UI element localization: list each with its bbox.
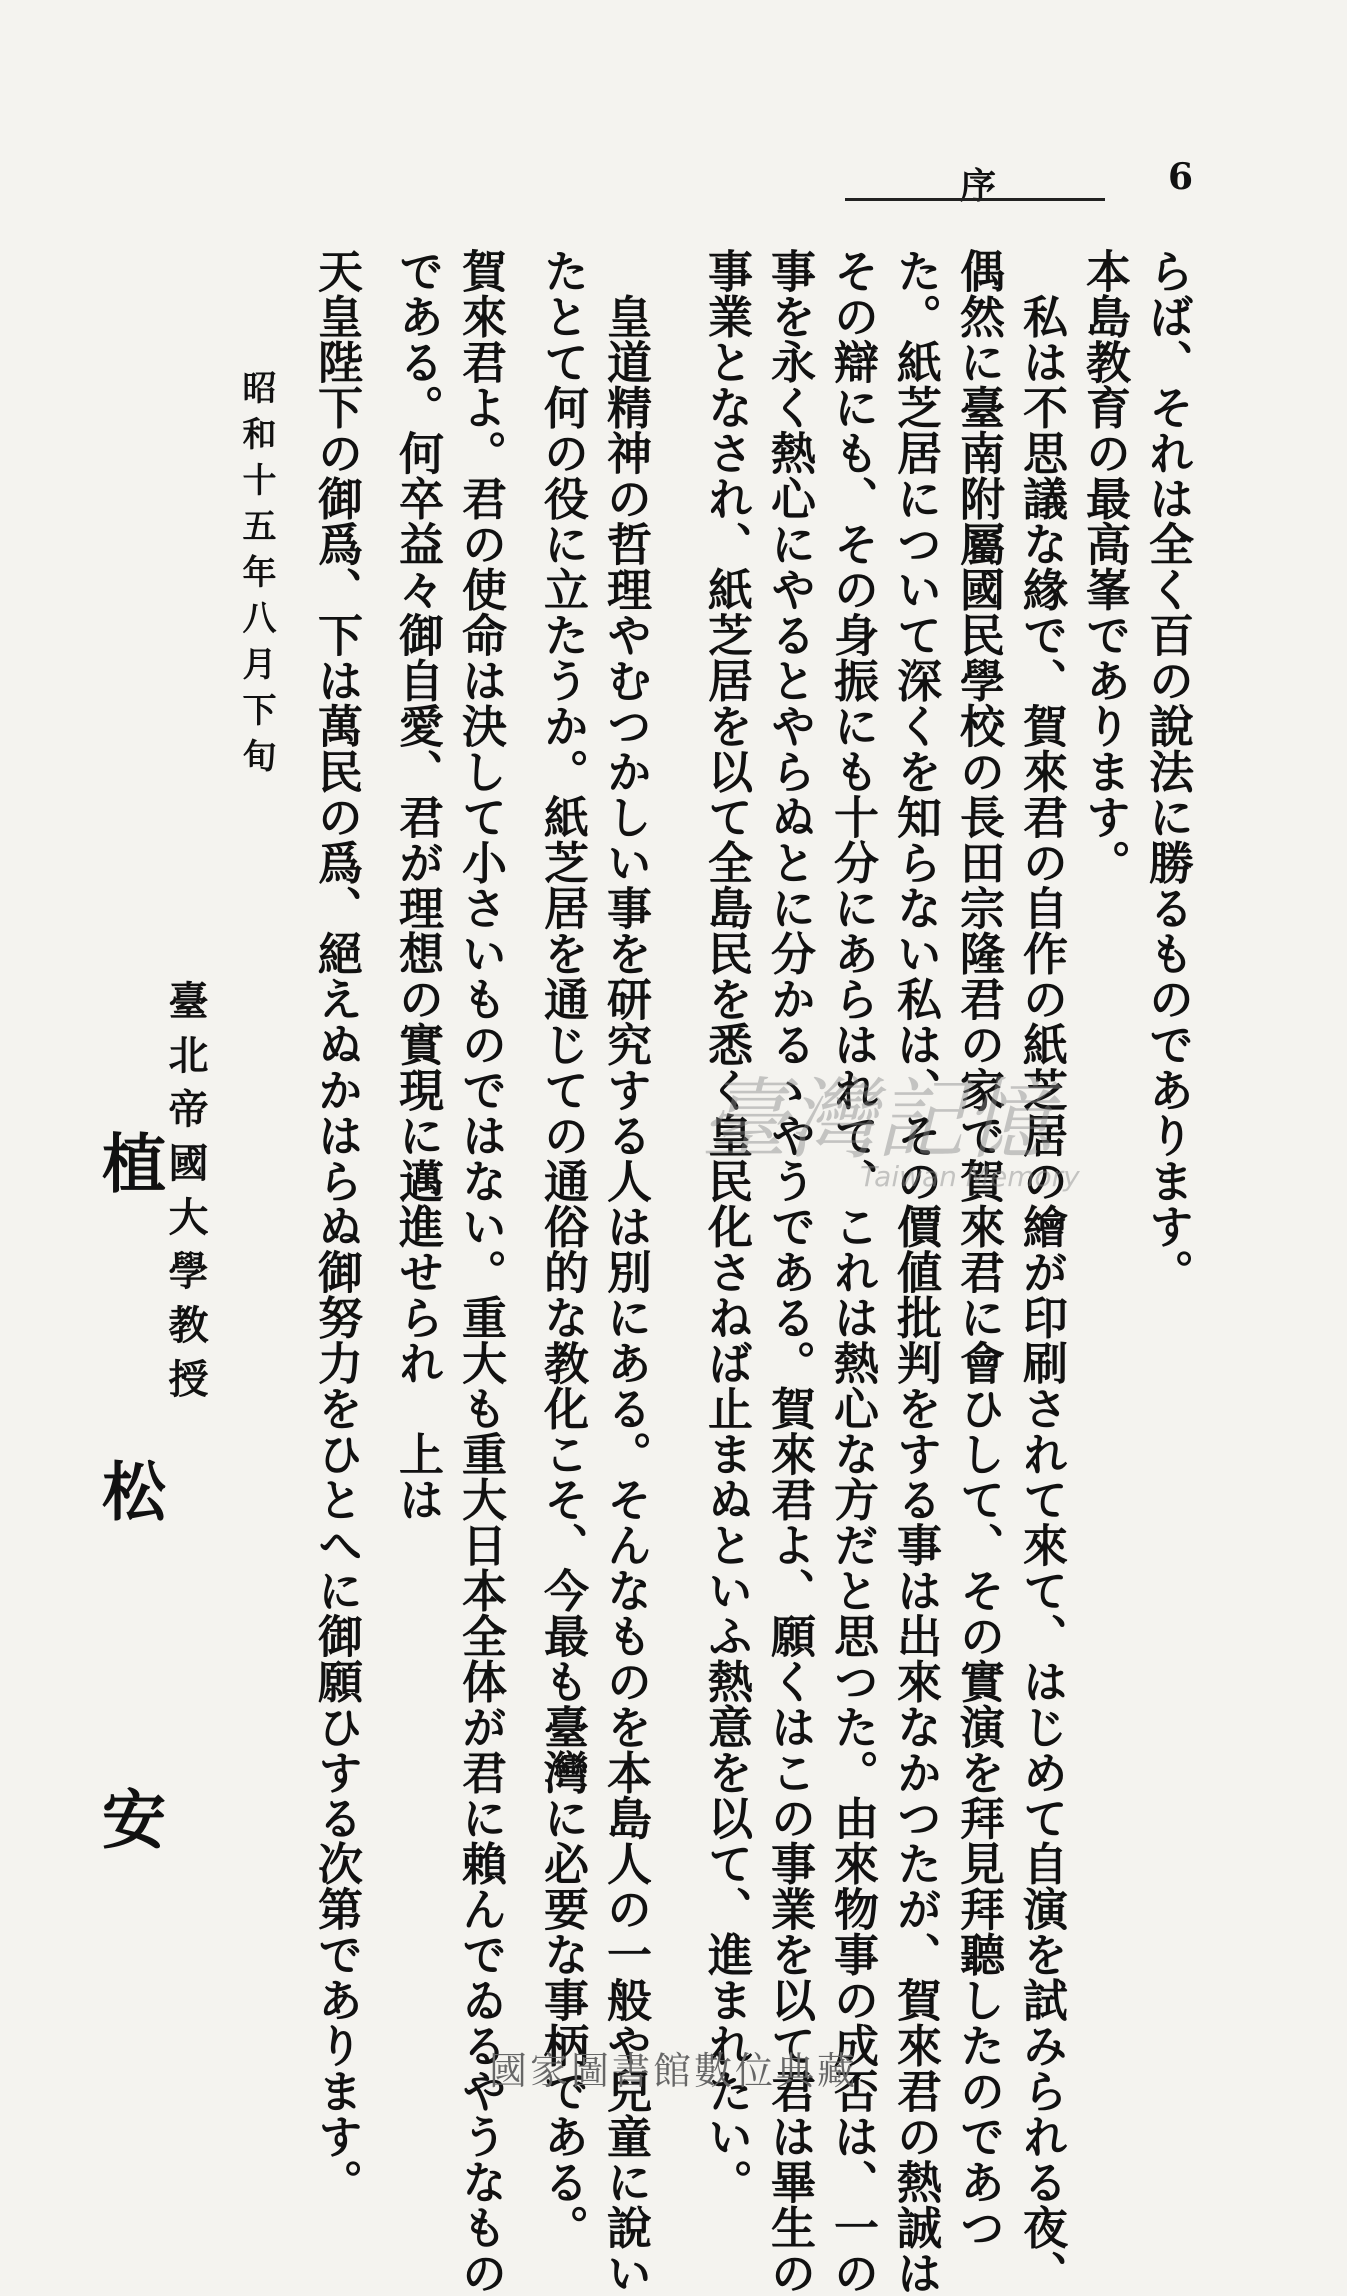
author-name-char: 植 [91, 1130, 166, 1194]
body-column-3: 私は不思議な緣で、賀來君の自作の紙芝居の繪が印刷されて來て、はじめて自演を試みられる夜、 [1015, 248, 1068, 2296]
author-name-char: 松 [91, 1458, 166, 1522]
section-title: 序 [960, 165, 997, 207]
body-column-13: 天皇陛下の御爲、下は萬民の爲、絕えぬかはらぬ御努力をひとへに御願ひする次第であります。 [310, 248, 363, 2205]
author-title: 臺北帝國大學教授 [162, 980, 208, 1412]
body-column-11: 賀來君よ。君の使命は決して小さいものではない。重大も重大日本全体が君に賴んでゐるやうなもの [454, 248, 507, 2296]
body-column-5: た。紙芝居について深くを知らない私は、その價値批判をする事は出來なかつたが、賀來君の熱誠は [889, 248, 942, 2296]
body-column-9: 皇道精神の哲理やむつかしい事を研究する人は別にある。そんなものを本島人の一般や兒童に說い [599, 248, 652, 2296]
body-column-6: その辯にも、その身振にも十分にあらはれて、これは熱心な方だと思つた。由來物事の成否は、一の [826, 248, 879, 2296]
author-name [82, 1130, 174, 1850]
body-column-2: 本島教育の最高峯であります。 [1078, 248, 1131, 885]
date-line: 昭和十五年八月下旬 [236, 370, 276, 784]
watermark-sub-text: Taiwan Memory [860, 1160, 1080, 1193]
author-name-char: 安 [91, 1786, 166, 1850]
body-column-8: 事業となされ、紙芝居を以て全島民を悉く皇民化さねば止まぬといふ熱意を以て、進まれたい。 [700, 248, 753, 2205]
body-column-12: である。何卒益々御自愛、君が理想の實現に邁進せられ 上は [391, 248, 444, 1522]
body-column-7: 事を永く熱心にやるとやらぬとに分かるゝやうである。賀來君よ、願くはこの事業を以て君は畢生の [763, 248, 816, 2296]
footer-caption: 國家圖書館數位典藏 [488, 2049, 858, 2093]
page-number: 6 [1168, 156, 1194, 198]
body-column-10: たとて何の役に立たうか。紙芝居を通じての通俗的な教化こそ、今最も臺灣に必要な事柄である。 [536, 248, 589, 2250]
body-column-1: らば、それは全く百の說法に勝るものであります。 [1141, 248, 1194, 1295]
header-rule [845, 198, 1105, 201]
body-column-4: 偶然に臺南附屬國民學校の長田宗隆君の家で賀來君に會ひして、その實演を拜見拜聽したのであつ [952, 248, 1005, 2250]
watermark-main-text: 臺灣記憶 [700, 1068, 1053, 1171]
